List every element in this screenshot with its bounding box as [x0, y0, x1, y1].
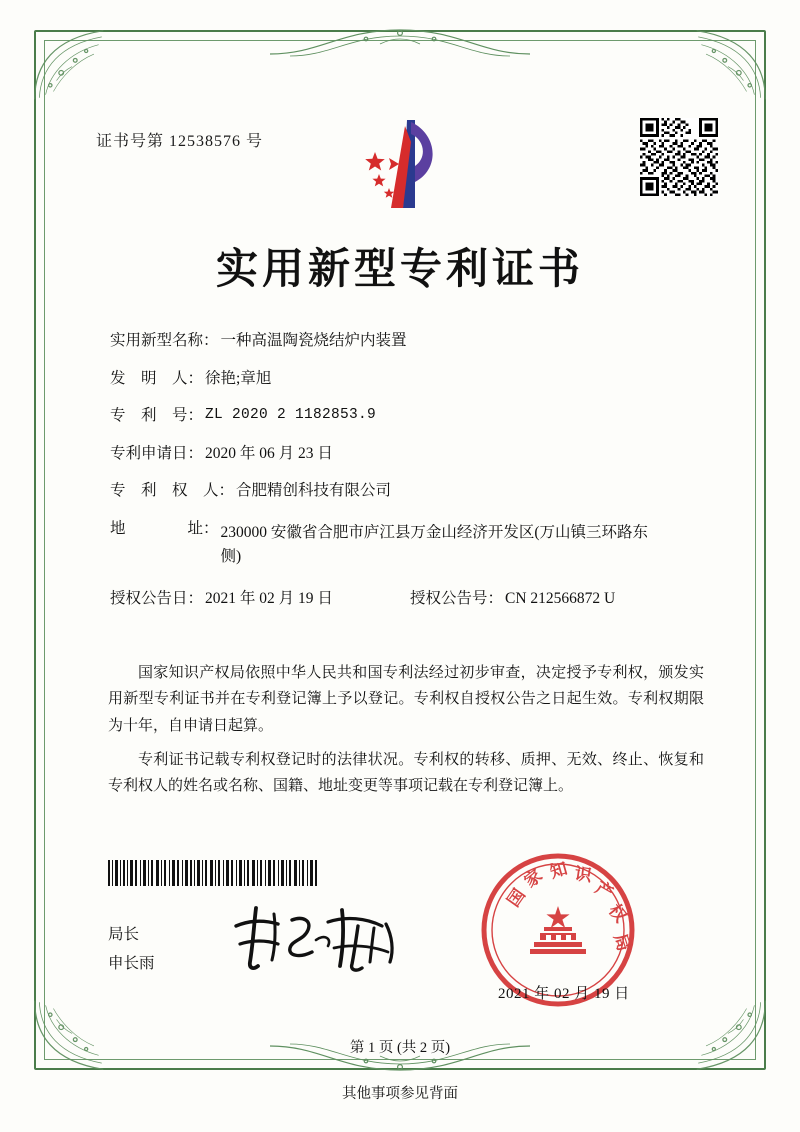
field-list — [110, 333, 704, 624]
field-value: 徐艳;章旭 — [205, 369, 272, 387]
seal-date: 2021 年 02 月 19 日 — [498, 986, 630, 1002]
field-value: 合肥精创科技有限公司 — [236, 482, 392, 499]
field-grant-date — [110, 591, 410, 607]
signature-block — [108, 920, 155, 979]
field-value: ZL 2020 2 1182853.9 — [205, 407, 377, 423]
director-title-label: 局长 — [108, 926, 140, 943]
field-value: 2021 年 02 月 19 日 — [205, 589, 333, 607]
field-address — [110, 521, 704, 569]
field-inventor — [110, 371, 704, 387]
cnipa-patent-logo-icon — [345, 112, 460, 222]
footer-note: 其他事项参见背面 — [342, 1086, 458, 1102]
field-patent-number — [110, 408, 704, 424]
svg-text:国: 国 — [503, 885, 530, 911]
field-label: 实用新型名称： — [110, 332, 219, 349]
field-label: 发 明 人： — [110, 369, 204, 387]
page-title: 实用新型专利证书 — [215, 244, 584, 293]
paragraph: 专利证书记载专利权登记时的法律状况。专利权的转移、质押、无效、终止、恢复和专利权人的姓名或名称、国籍、地址变更等事项记载在专利登记簿上。 — [108, 751, 704, 794]
corner-ornament-icon — [30, 996, 108, 1074]
field-value: 一种高温陶瓷烧结炉内装置 — [220, 332, 407, 349]
svg-text:局: 局 — [609, 931, 634, 954]
svg-text:权: 权 — [604, 900, 631, 927]
field-grant-row — [110, 591, 704, 607]
field-application-date — [110, 446, 704, 462]
corner-ornament-icon — [30, 26, 108, 104]
field-value: 2020 年 06 月 23 日 — [205, 444, 333, 462]
barcode — [108, 860, 318, 886]
field-label: 地 址： — [110, 519, 219, 537]
field-grant-number — [410, 591, 704, 607]
field-utility-model-name — [110, 333, 704, 349]
certificate-number: 证书号第 12538576 号 — [96, 133, 264, 150]
field-value: CN 212566872 U — [505, 589, 616, 607]
legal-text — [108, 660, 704, 807]
field-value: 230000 安徽省合肥市庐江县万金山经济开发区(万山镇三环路东侧) — [220, 523, 649, 565]
corner-ornament-icon — [692, 996, 770, 1074]
svg-text:家: 家 — [520, 865, 547, 892]
field-label: 专利申请日： — [110, 444, 204, 462]
svg-text:知: 知 — [547, 858, 570, 883]
field-label: 专 利 号： — [110, 407, 204, 424]
director-name-label: 申长雨 — [108, 955, 155, 973]
field-label: 授权公告日： — [110, 589, 204, 607]
field-patentee — [110, 483, 704, 499]
paragraph: 国家知识产权局依照中华人民共和国专利法经过初步审查，决定授予专利权，颁发实用新型专利证书并在专利登记簿上予以登记。专利权自授权公告之日起生效。专利权期限为十年，自申请日起算。 — [108, 665, 704, 734]
edge-ornament-icon — [270, 24, 530, 58]
handwritten-signature-icon — [230, 900, 415, 975]
svg-text:产: 产 — [591, 878, 617, 904]
corner-ornament-icon — [692, 26, 770, 104]
field-label: 授权公告号： — [410, 589, 504, 607]
field-label: 专 利 权 人： — [110, 482, 235, 499]
page-number: 第 1 页 (共 2 页) — [349, 1040, 451, 1056]
qr-code-icon — [640, 118, 718, 196]
svg-text:识: 识 — [573, 864, 593, 887]
